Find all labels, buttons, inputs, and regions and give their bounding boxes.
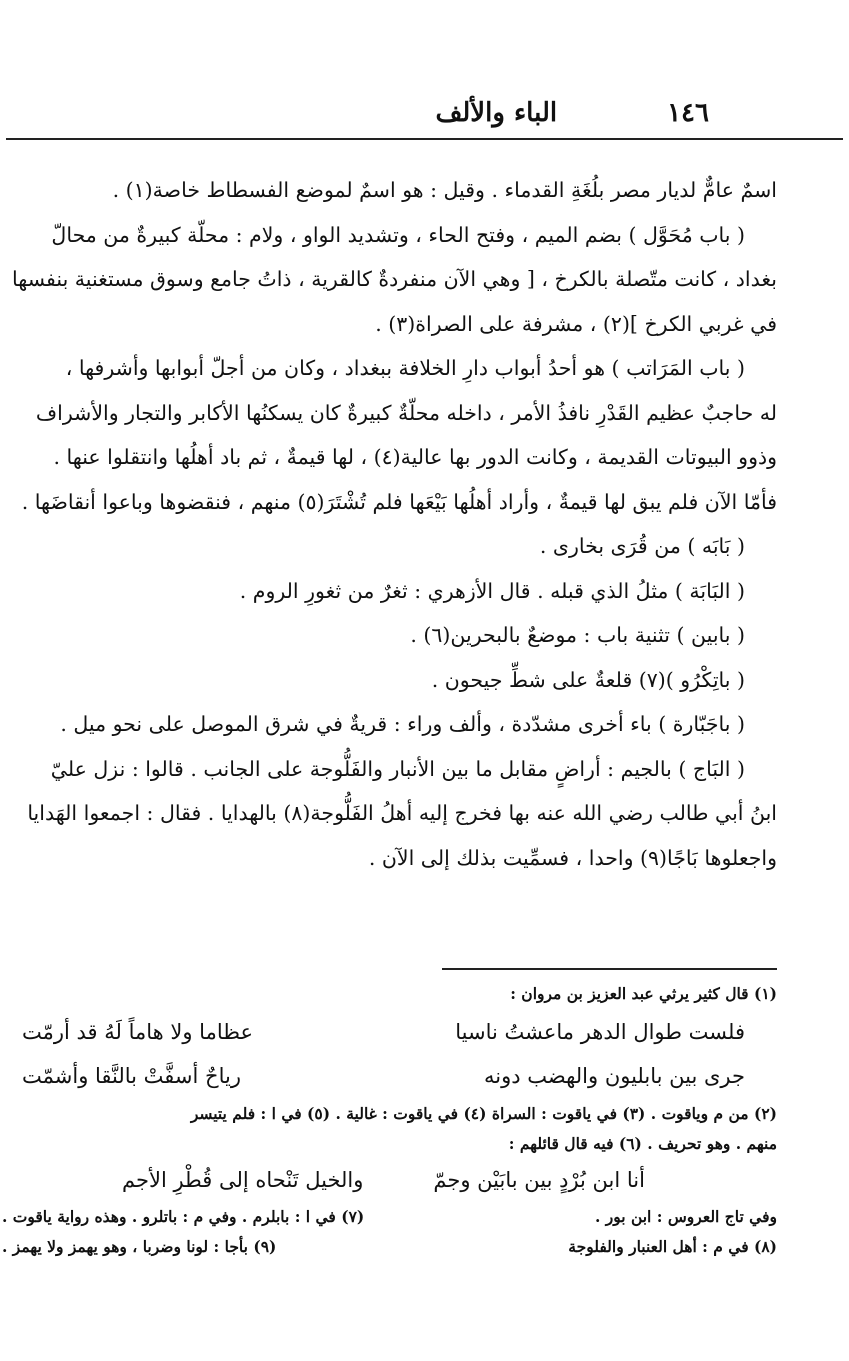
footnote-7-row [2, 1202, 777, 1232]
verse-line [2, 1054, 777, 1098]
page-number: ١٤٦ [667, 98, 709, 128]
text-line: ( بابين ) تثنية باب : موضعٌ بالبحرين(٦) . [410, 623, 745, 647]
text-line: واجعلوها بَاجًا(٩) واحدا ، فسمِّيت بذلك إلى الآن . [368, 845, 777, 870]
header-rule [6, 138, 843, 140]
text-line: ( باب مُحَوَّل ) بضم الميم ، وفتح الحاء ، وتشديد الواو ، ولام : محلّة كبيرةٌ من محالّ [51, 222, 745, 247]
footnote-9: (٩) بأجا : لونا وضربا ، وهو يهمز ولا يهمز . [2, 1237, 277, 1256]
text-line: بغداد ، كانت متّصلة بالكرخ ، [ وهي الآن منفردةٌ كالقرية ، ذاتُ جامع وسوق مستغنية بنفسها [12, 267, 777, 291]
text-line: ( البَابَة ) مثلُ الذي قبله . قال الأزهري : ثغرٌ من ثغورِ الروم . [239, 578, 745, 603]
verse-hemistich: أنا ابن بُرْدٍ بين بابَيْن وجمّ [433, 1168, 645, 1192]
page-header [209, 98, 709, 128]
footnote-2-5: (٢) من م وياقوت . (٣) في ياقوت : السراة (٤) في ياقوت : غالية . (٥) في ا : فلم يتيسر [190, 1104, 777, 1123]
text-line: في غربي الكرخ ](٢) ، مشرفة على الصراة(٣) . [375, 311, 777, 336]
verse-line [2, 1158, 777, 1202]
text-line: ( البَاج ) بالجيم : أراضٍ مقابل ما بين الأنبار والفَلُّوجة على الجانب . قالوا : نزل عليّ [50, 756, 745, 781]
verse-line [2, 1010, 777, 1054]
verse-hemistich: والخيل تَنْحاه إلى قُطْرِ الأجم [122, 1168, 364, 1192]
page-title: الباء والألف [435, 98, 558, 128]
footnote-8-row [2, 1232, 777, 1262]
text-line: له حاجبٌ عظيم القَدْرِ نافذُ الأمر ، داخله محلّةٌ كبيرةٌ كان يسكنُها الأكابر والتجار والأشراف [35, 400, 777, 425]
verse-hemistich: عظاما ولا هاماً لَهُ قد أرمّت [22, 1020, 253, 1044]
verse-hemistich: جرى بين بابليون والهضب دونه [483, 1064, 745, 1088]
text-line: ( بَابَه ) من قُرَى بخارى . [539, 534, 745, 558]
text-line: ( باجَبّارة ) باء أخرى مشدّدة ، وألف وراء : قريةٌ في شرق الموصل على نحو ميل . [60, 712, 745, 736]
main-text [12, 168, 777, 880]
footnote-cont: منهم . وهو تحريف . (٦) فيه قال قائلهم : [508, 1134, 777, 1153]
verse-hemistich: رياحٌ أسفَّتْ بالنَّقا وأشمّت [22, 1064, 241, 1088]
footnote-6-source: وفي تاج العروس : ابن بور . [594, 1207, 777, 1226]
text-line: اسمٌ عامٌّ لديار مصر بلُغَةِ القدماء . وقيل : هو اسمٌ لموضع الفسطاط خاصة(١) . [112, 178, 777, 202]
footnote-1: (١) قال كثير يرثي عبد العزيز بن مروان : [510, 984, 777, 1003]
text-line: ابنُ أبي طالب رضي الله عنه بها فخرج إليه أهلُ الفَلُّوجة(٨) بالهدايا . فقال : اجمعوا الهَدايا [27, 801, 777, 825]
text-line: وذوو البيوتات القديمة ، وكانت الدور بها عالية(٤) ، لها قيمةٌ ، ثم باد أهلُها وانتقلوا عنها . [53, 445, 777, 469]
footnote-8: (٨) في م : أهل العنبار والفلوجة [568, 1237, 777, 1256]
footnote-rule [442, 968, 777, 970]
text-line: فأمّا الآن فلم يبق لها قيمةٌ ، وأراد أهلُها بَيْعَها فلم تُشْتَرَ(٥) منهم ، فنقضوها وباعوا أنقاضَها . [21, 489, 777, 514]
footnote-7: (٧) في ا : بابلرم . وفي م : باتلرو . وهذه رواية ياقوت . [2, 1207, 365, 1226]
text-line: ( باب المَرَاتب ) هو أحدُ أبواب دارِ الخلافة ببغداد ، وكان من أجلّ أبوابها وأشرفها ، [65, 356, 745, 380]
text-line: ( باتِكْرُو )(٧) قلعةٌ على شطِّ جيحون . [431, 667, 745, 692]
footnotes [2, 978, 777, 1262]
verse-hemistich: فلست طوال الدهر ماعشتُ ناسيا [455, 1020, 745, 1044]
